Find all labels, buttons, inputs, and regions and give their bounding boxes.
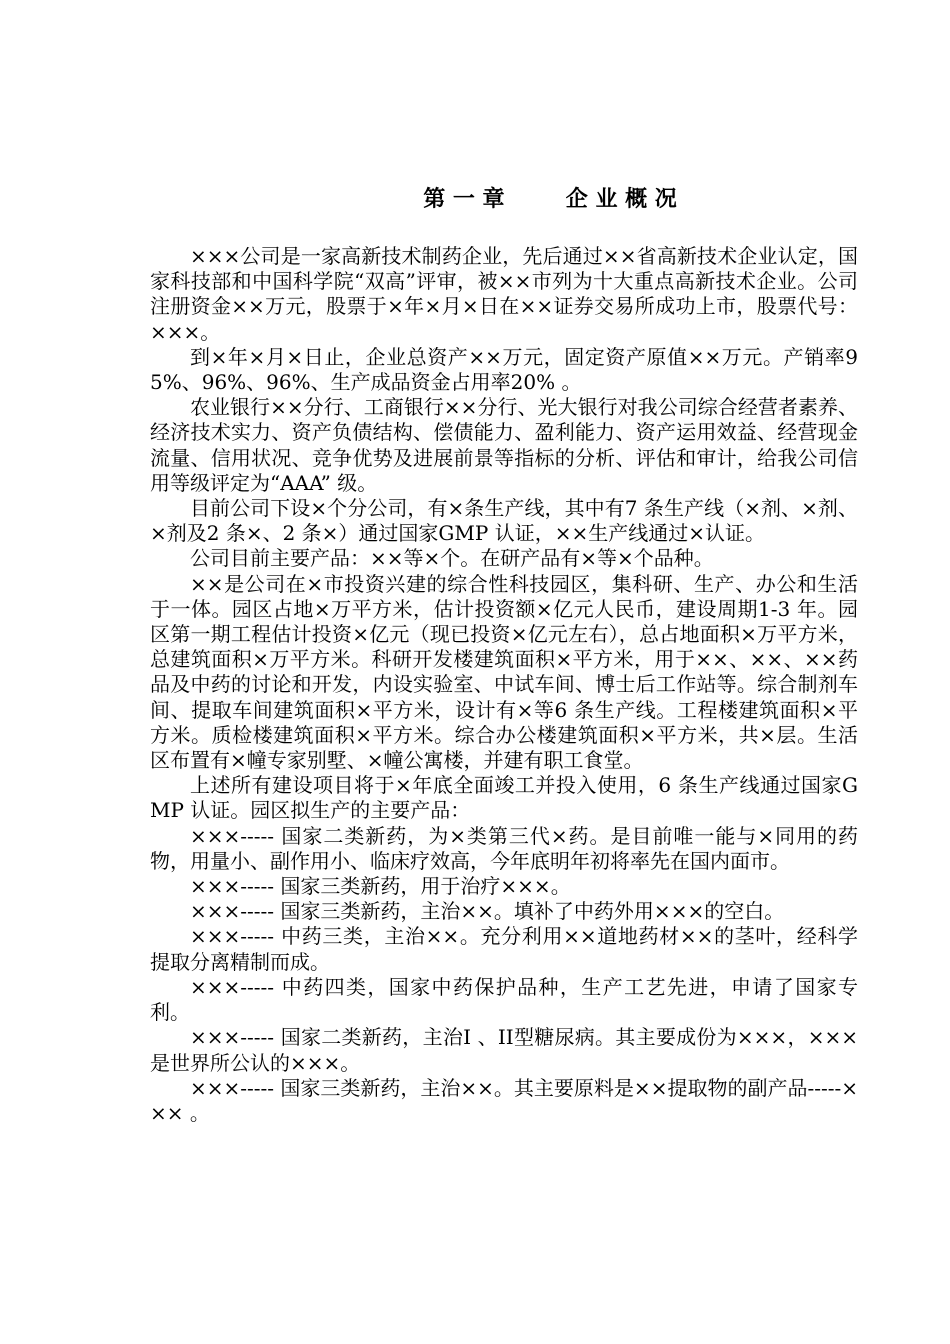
product-item: ×××----- 国家二类新药，主治I 、II型糖尿病。其主要成份为×××，×××是世界所公认的×××。	[150, 1025, 858, 1075]
paragraph-products: 公司目前主要产品：××等×个。在研产品有×等×个品种。	[190, 546, 714, 571]
chapter-title: 第 一 章 企 业 概 况	[423, 187, 677, 212]
product-item: ×××----- 国家二类新药，为×类第三代×药。是目前唯一能与×同用的药物，用量小、副作用小、临床疗效高，今年底明年初将率先在国内面市。	[150, 823, 858, 873]
product-item: ×××----- 中药四类，国家中药保护品种，生产工艺先进，申请了国家专利。	[150, 974, 858, 1025]
document-body	[150, 244, 858, 1126]
paragraph-science-park: ××是公司在×市投资兴建的综合性科技园区，集科研、生产、办公和生活于一体。园区占地×万平方米，估计投资额×亿元人民币，建设周期1-3 年。园区第一期工程估计投资×亿元（现已投资×亿元左右），总占地面积×万平方米，总建筑面积×万平方米。科研开发楼建筑面积×平方米，用于××、××、××药品及中药的讨论和开发，内设实验室、中试车间、博士后工作站等。综合制剂车间、提取车间建筑面积×平方米，设计有×等6 条生产线。工程楼建筑面积×平方米。质检楼建筑面积×平方米。综合办公楼建筑面积×平方米，共×层。生活区布置有×幢专家别墅、×幢公寓楼，并建有职工食堂。	[150, 571, 858, 773]
paragraph-company-intro: ×××公司是一家高新技术制药企业，先后通过××省高新技术企业认定，国家科技部和中国科学院“双高”评审，被××市列为十大重点高新技术企业。公司注册资金××万元，股票于×年×月×日在××证券交易所成功上市，股票代号：×××。	[150, 244, 858, 344]
product-item: ×××----- 中药三类，主治××。充分利用××道地药材××的茎叶，经科学提取分离精制而成。	[150, 924, 858, 974]
paragraph-assets: 到×年×月×日止，企业总资产××万元，固定资产原值××万元。产销率95%、96%、96%、生产成品资金占用率20% 。	[150, 344, 858, 395]
product-item: ×××----- 国家三类新药，主治××。填补了中药外用×××的空白。	[190, 899, 785, 924]
product-item: ×××----- 国家三类新药，主治××。其主要原料是××提取物的副产品-----××× 。	[150, 1075, 858, 1125]
paragraph-construction: 上述所有建设项目将于×年底全面竣工并投入使用，6 条生产线通过国家GMP 认证。园区拟生产的主要产品：	[150, 773, 858, 823]
paragraph-production-lines: 目前公司下设×个分公司，有×条生产线，其中有7 条生产线（×剂、×剂、×剂及2 条×、2 条×）通过国家GMP 认证，××生产线通过×认证。	[150, 496, 858, 546]
paragraph-credit-rating: 农业银行××分行、工商银行××分行、光大银行对我公司综合经营者素养、经济技术实力、资产负债结构、偿债能力、盈利能力、资产运用效益、经营现金流量、信用状况、竞争优势及进展前景等指标的分析、评估和审计，给我公司信用等级评定为“AAA” 级。	[150, 395, 858, 495]
product-item: ×××----- 国家三类新药，用于治疗×××。	[190, 874, 571, 899]
